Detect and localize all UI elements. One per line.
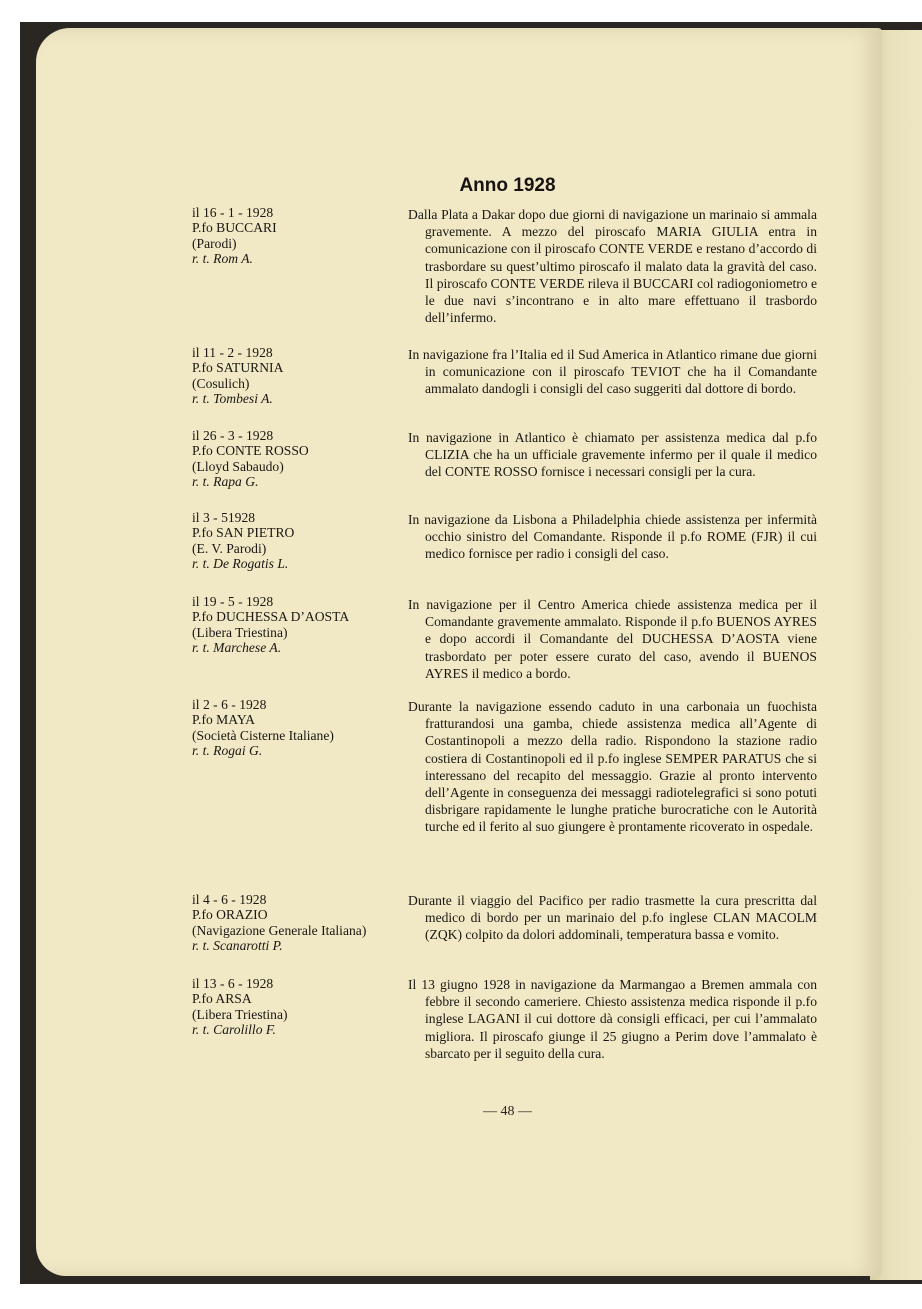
entry-text: Dalla Plata a Dakar dopo due giorni di navigazione un marinaio si ammala gravemente. A mezzo del piroscafo MARIA GIULIA entra in comunicazione con il piroscafo CONTE VERDE e restano d’accordo di trasbordare su quest’ultimo piroscafo il malato data la gravità del caso. Il piroscafo CONTE VERDE rileva il BUCCARI col radiogoniometro e le due navi s’incontrano e in alto mare effettuano il trasbordo dell’infermo. <box>408 207 818 326</box>
entry-text: In navigazione fra l’Italia ed il Sud America in Atlantico rimane due giorni in comunicazione con il piroscafo TEVIOT che ha il Comandante ammalato dandogli i consigli del caso suggeriti dal dottore di bordo. <box>408 347 817 397</box>
entry-operator: r. t. Rapa G. <box>192 473 259 489</box>
entry-date: il 2 - 6 - 1928 <box>192 697 267 712</box>
entry-owner: (E. V. Parodi) <box>192 540 267 556</box>
entry-ship: P.fo BUCCARI <box>192 220 277 236</box>
entry-owner: (Libera Triestina) <box>192 624 288 640</box>
entry-meta <box>192 205 407 266</box>
entry-date: il 19 - 5 - 1928 <box>192 594 274 609</box>
entry-ship: P.fo ORAZIO <box>192 907 268 923</box>
entry-ship: P.fo DUCHESSA D’AOSTA <box>192 609 350 625</box>
entry-text: Durante la navigazione essendo caduto in una carbonaia un fuochista fratturandosi una gamba, chiede assistenza medica all’Agente di Costantinopoli a mezzo della radio. Rispondono la stazione radio costiera di Costantinopoli ed il p.fo inglese SEMPER PARATUS che si interessano del recapito del messaggio. Grazie al pronto intervento dell’Agente in conseguenza dei messaggi radiotelegrafici si sono potuti disbrigare rapidamente le lunghe pratiche burocratiche con le Autorità turche ed il ferito al suo giungere è prontamente ricoverato in ospedale. <box>408 699 817 835</box>
entry-ship: P.fo CONTE ROSSO <box>192 443 309 459</box>
entry-owner: (Libera Triestina) <box>192 1006 288 1022</box>
entry-operator: r. t. Rom A. <box>192 250 253 266</box>
entry-meta <box>192 892 407 953</box>
entry-ship: P.fo MAYA <box>192 712 255 728</box>
page-title: Anno 1928 <box>459 175 556 196</box>
entry-operator: r. t. Scanarotti P. <box>192 937 283 953</box>
entry-owner: (Lloyd Sabaudo) <box>192 458 284 474</box>
entry-text: Il 13 giugno 1928 in navigazione da Marmangao a Bremen ammala con febbre il secondo cameriere. Chiesto assistenza medica risponde il p.fo inglese LAGANI il cui dottore dà consigli efficaci, per cui l’ammalato migliora. Il piroscafo giunge il 25 giugno a Perim dove l’ammalato è sbarcato per il seguito della cura. <box>408 977 817 1061</box>
entry-ship: P.fo SATURNIA <box>192 360 284 376</box>
entry-text: In navigazione per il Centro America chiede assistenza medica per il Comandante gravemente ammalato. Risponde il p.fo BUENOS AYRES e dopo accordi il Comandante del DUCHESSA D’AOSTA viene trasbordato per poter essere curato del caso, avendo il BUENOS AYRES il medico a bordo. <box>408 597 817 681</box>
entry-date: il 4 - 6 - 1928 <box>192 892 267 907</box>
entry-meta <box>192 510 407 571</box>
entry-date: il 16 - 1 - 1928 <box>192 205 274 220</box>
entry-text: Durante il viaggio del Pacifico per radio trasmette la cura prescritta dal medico di bordo per un marinaio del p.fo inglese CLAN MACOLM (ZQK) colpito da dolori addominali, temperatura bassa e vomito. <box>408 893 817 943</box>
entry-date: il 13 - 6 - 1928 <box>192 976 274 991</box>
entry-owner: (Parodi) <box>192 235 237 251</box>
entry-text: In navigazione in Atlantico è chiamato per assistenza medica dal p.fo CLIZIA che ha un ufficiale gravemente infermo per il quale il medico del CONTE ROSSO fornisce i necessari consigli per la cura. <box>408 430 817 480</box>
entry-operator: r. t. Rogai G. <box>192 742 263 758</box>
entry-ship: P.fo SAN PIETRO <box>192 525 295 541</box>
entry-meta <box>192 345 407 406</box>
entry-date: il 3 - 51928 <box>192 510 256 525</box>
entry-ship: P.fo ARSA <box>192 991 252 1007</box>
entry-meta <box>192 697 407 758</box>
entry-operator: r. t. Tombesi A. <box>192 390 273 406</box>
entry-date: il 11 - 2 - 1928 <box>192 345 273 360</box>
entry-operator: r. t. De Rogatis L. <box>192 555 289 571</box>
entry-owner: (Navigazione Generale Italiana) <box>192 922 367 938</box>
entry-text: In navigazione da Lisbona a Philadelphia chiede assistenza per infermità occhio sinistro del Comandante. Risponde il p.fo ROME (FJR) il cui medico fornisce per radio i consigli del caso. <box>408 512 817 562</box>
entry-meta <box>192 428 407 489</box>
entry-meta <box>192 976 407 1037</box>
entry-owner: (Cosulich) <box>192 375 250 391</box>
entry-owner: (Società Cisterne Italiane) <box>192 727 334 743</box>
entry-meta <box>192 594 407 655</box>
entry-operator: r. t. Carolillo F. <box>192 1021 276 1037</box>
page-number: — 48 — <box>483 1104 532 1119</box>
entry-operator: r. t. Marchese A. <box>192 639 282 655</box>
entry-date: il 26 - 3 - 1928 <box>192 428 274 443</box>
